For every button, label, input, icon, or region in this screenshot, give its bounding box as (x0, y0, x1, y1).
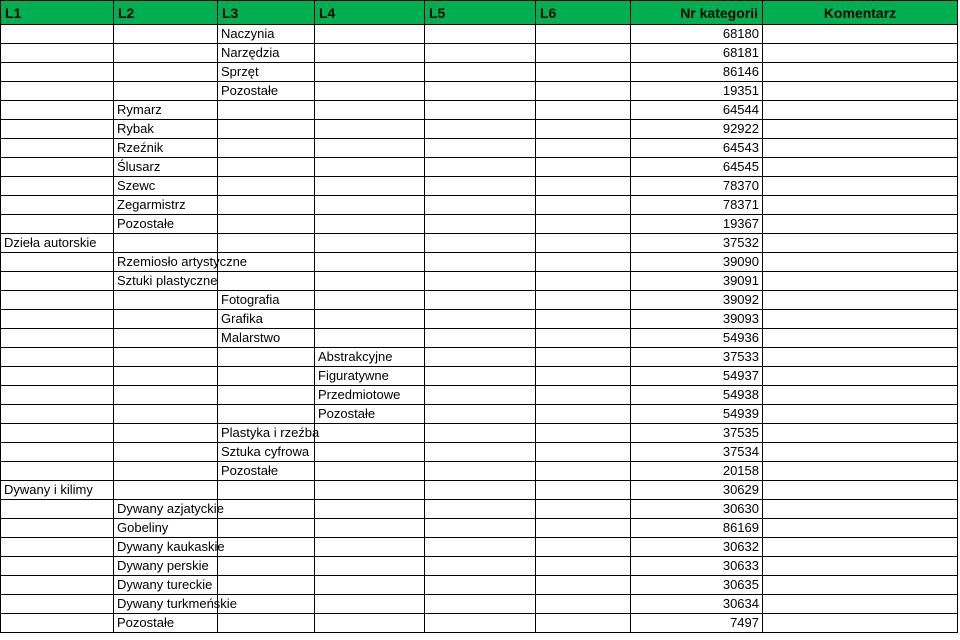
table-row (1, 310, 958, 329)
table-row (1, 25, 958, 44)
category-name-cell[interactable]: Ślusarz (114, 158, 218, 177)
cell-l6[interactable] (536, 253, 631, 272)
cell-l3[interactable] (218, 614, 315, 633)
table-row (1, 158, 958, 177)
cell-l6[interactable] (536, 405, 631, 424)
category-name-cell[interactable]: Abstrakcyjne (315, 348, 425, 367)
category-name-cell[interactable]: Narzędzia (218, 44, 315, 63)
cell-l3[interactable] (218, 101, 315, 120)
cell-l6[interactable] (536, 576, 631, 595)
category-number-cell[interactable]: 30629 (631, 481, 763, 500)
cell-l1[interactable] (1, 405, 114, 424)
category-name-cell[interactable]: Rybak (114, 120, 218, 139)
category-number-cell[interactable]: 39091 (631, 272, 763, 291)
cell-l3[interactable] (218, 367, 315, 386)
comment-cell[interactable] (763, 101, 958, 120)
cell-l6[interactable] (536, 614, 631, 633)
category-number-cell[interactable]: 39090 (631, 253, 763, 272)
cell-l2[interactable] (114, 25, 218, 44)
cell-l1[interactable] (1, 443, 114, 462)
cell-l1[interactable] (1, 196, 114, 215)
cell-l3[interactable] (218, 576, 315, 595)
cell-l5[interactable] (425, 538, 536, 557)
cell-l4[interactable] (315, 576, 425, 595)
cell-l4[interactable] (315, 44, 425, 63)
category-name-cell[interactable]: Figuratywne (315, 367, 425, 386)
comment-cell[interactable] (763, 519, 958, 538)
cell-l5[interactable] (425, 519, 536, 538)
table-row (1, 557, 958, 576)
cell-l4[interactable] (315, 158, 425, 177)
cell-l6[interactable] (536, 424, 631, 443)
cell-l4[interactable] (315, 291, 425, 310)
cell-l4[interactable] (315, 272, 425, 291)
category-name-cell[interactable]: Dywany i kilimy (1, 481, 114, 500)
cell-l6[interactable] (536, 215, 631, 234)
cell-l5[interactable] (425, 576, 536, 595)
category-number-cell[interactable]: 20158 (631, 462, 763, 481)
cell-l3[interactable] (218, 234, 315, 253)
category-number-cell[interactable]: 39093 (631, 310, 763, 329)
category-name-cell[interactable]: Sprzęt (218, 63, 315, 82)
category-name-cell[interactable]: Grafika (218, 310, 315, 329)
cell-l1[interactable] (1, 291, 114, 310)
category-name-cell[interactable]: Dywany azjatyckie (114, 500, 218, 519)
table-body (1, 25, 958, 633)
cell-l1[interactable] (1, 120, 114, 139)
comment-cell[interactable] (763, 500, 958, 519)
category-number-cell[interactable]: 54937 (631, 367, 763, 386)
comment-cell[interactable] (763, 310, 958, 329)
cell-l4[interactable] (315, 443, 425, 462)
header-l5[interactable]: L5 (425, 1, 536, 25)
cell-l6[interactable] (536, 158, 631, 177)
category-number-cell[interactable]: 30633 (631, 557, 763, 576)
cell-l4[interactable] (315, 595, 425, 614)
cell-l5[interactable] (425, 443, 536, 462)
category-number-cell[interactable]: 78370 (631, 177, 763, 196)
cell-l6[interactable] (536, 310, 631, 329)
cell-l1[interactable] (1, 82, 114, 101)
comment-cell[interactable] (763, 139, 958, 158)
cell-l2[interactable] (114, 291, 218, 310)
cell-l5[interactable] (425, 25, 536, 44)
cell-l3[interactable] (218, 139, 315, 158)
category-number-cell[interactable]: 30635 (631, 576, 763, 595)
comment-cell[interactable] (763, 614, 958, 633)
category-number-cell[interactable]: 64545 (631, 158, 763, 177)
category-number-cell[interactable]: 37535 (631, 424, 763, 443)
category-name-cell[interactable]: Sztuki plastyczne (114, 272, 218, 291)
category-name-cell[interactable]: Fotografia (218, 291, 315, 310)
comment-cell[interactable] (763, 44, 958, 63)
cell-l5[interactable] (425, 139, 536, 158)
cell-l4[interactable] (315, 196, 425, 215)
comment-cell[interactable] (763, 462, 958, 481)
cell-l5[interactable] (425, 329, 536, 348)
cell-l3[interactable] (218, 386, 315, 405)
cell-l5[interactable] (425, 234, 536, 253)
category-name-cell[interactable]: Gobeliny (114, 519, 218, 538)
comment-cell[interactable] (763, 367, 958, 386)
category-name-cell[interactable]: Naczynia (218, 25, 315, 44)
category-name-cell[interactable]: Dywany turkmeńskie (114, 595, 218, 614)
cell-l6[interactable] (536, 63, 631, 82)
cell-l6[interactable] (536, 519, 631, 538)
comment-cell[interactable] (763, 424, 958, 443)
cell-l1[interactable] (1, 462, 114, 481)
table-row (1, 576, 958, 595)
header-row (1, 1, 958, 25)
category-name-cell[interactable]: Malarstwo (218, 329, 315, 348)
category-number-cell[interactable]: 30632 (631, 538, 763, 557)
cell-l3[interactable] (218, 538, 315, 557)
cell-l6[interactable] (536, 348, 631, 367)
cell-l5[interactable] (425, 215, 536, 234)
category-number-cell[interactable]: 54936 (631, 329, 763, 348)
cell-l5[interactable] (425, 386, 536, 405)
cell-l6[interactable] (536, 386, 631, 405)
category-name-cell[interactable]: Dywany tureckie (114, 576, 218, 595)
cell-l6[interactable] (536, 272, 631, 291)
cell-l4[interactable] (315, 63, 425, 82)
category-number-cell[interactable]: 30634 (631, 595, 763, 614)
table-row (1, 120, 958, 139)
comment-cell[interactable] (763, 291, 958, 310)
cell-l2[interactable] (114, 82, 218, 101)
cell-l3[interactable] (218, 177, 315, 196)
cell-l5[interactable] (425, 595, 536, 614)
cell-l3[interactable] (218, 196, 315, 215)
comment-cell[interactable] (763, 538, 958, 557)
category-name-cell[interactable]: Pozostałe (114, 614, 218, 633)
cell-l4[interactable] (315, 310, 425, 329)
comment-cell[interactable] (763, 405, 958, 424)
table-row (1, 481, 958, 500)
table-row (1, 500, 958, 519)
table-row (1, 424, 958, 443)
cell-l5[interactable] (425, 82, 536, 101)
table-row (1, 177, 958, 196)
category-name-cell[interactable]: Rymarz (114, 101, 218, 120)
category-name-cell[interactable]: Zegarmistrz (114, 196, 218, 215)
cell-l5[interactable] (425, 63, 536, 82)
cell-l6[interactable] (536, 139, 631, 158)
table-row (1, 63, 958, 82)
cell-l5[interactable] (425, 120, 536, 139)
cell-l1[interactable] (1, 576, 114, 595)
cell-l6[interactable] (536, 101, 631, 120)
header-l2[interactable]: L2 (114, 1, 218, 25)
cell-l4[interactable] (315, 614, 425, 633)
cell-l1[interactable] (1, 595, 114, 614)
cell-l1[interactable] (1, 25, 114, 44)
comment-cell[interactable] (763, 557, 958, 576)
table-row (1, 462, 958, 481)
comment-cell[interactable] (763, 177, 958, 196)
comment-cell[interactable] (763, 25, 958, 44)
cell-l1[interactable] (1, 272, 114, 291)
cell-l2[interactable] (114, 424, 218, 443)
cell-l3[interactable] (218, 519, 315, 538)
cell-l4[interactable] (315, 329, 425, 348)
cell-l3[interactable] (218, 215, 315, 234)
cell-l2[interactable] (114, 367, 218, 386)
header-nr-kategorii[interactable]: Nr kategorii (631, 1, 763, 25)
cell-l4[interactable] (315, 538, 425, 557)
cell-l1[interactable] (1, 215, 114, 234)
cell-l5[interactable] (425, 272, 536, 291)
cell-l1[interactable] (1, 139, 114, 158)
category-number-cell[interactable]: 86146 (631, 63, 763, 82)
comment-cell[interactable] (763, 63, 958, 82)
cell-l4[interactable] (315, 481, 425, 500)
cell-l6[interactable] (536, 443, 631, 462)
cell-l4[interactable] (315, 557, 425, 576)
cell-l5[interactable] (425, 101, 536, 120)
cell-l5[interactable] (425, 310, 536, 329)
cell-l6[interactable] (536, 538, 631, 557)
table-row (1, 196, 958, 215)
cell-l6[interactable] (536, 177, 631, 196)
comment-cell[interactable] (763, 386, 958, 405)
table-row (1, 44, 958, 63)
cell-l6[interactable] (536, 44, 631, 63)
category-number-cell[interactable]: 37533 (631, 348, 763, 367)
category-name-cell[interactable]: Rzeźnik (114, 139, 218, 158)
cell-l2[interactable] (114, 63, 218, 82)
header-l4[interactable]: L4 (315, 1, 425, 25)
cell-l1[interactable] (1, 63, 114, 82)
cell-l6[interactable] (536, 120, 631, 139)
cell-l3[interactable] (218, 405, 315, 424)
table-row (1, 101, 958, 120)
cell-l1[interactable] (1, 253, 114, 272)
cell-l4[interactable] (315, 120, 425, 139)
table-row (1, 253, 958, 272)
cell-l3[interactable] (218, 158, 315, 177)
comment-cell[interactable] (763, 272, 958, 291)
cell-l4[interactable] (315, 177, 425, 196)
table-row (1, 595, 958, 614)
table-row (1, 329, 958, 348)
comment-cell[interactable] (763, 196, 958, 215)
table-row (1, 386, 958, 405)
table-row (1, 82, 958, 101)
table-row (1, 139, 958, 158)
table-row (1, 443, 958, 462)
cell-l5[interactable] (425, 614, 536, 633)
cell-l6[interactable] (536, 462, 631, 481)
cell-l4[interactable] (315, 215, 425, 234)
table-row (1, 272, 958, 291)
category-name-cell[interactable]: Pozostałe (315, 405, 425, 424)
comment-cell[interactable] (763, 234, 958, 253)
comment-cell[interactable] (763, 82, 958, 101)
cell-l5[interactable] (425, 500, 536, 519)
cell-l6[interactable] (536, 196, 631, 215)
cell-l4[interactable] (315, 462, 425, 481)
cell-l4[interactable] (315, 519, 425, 538)
cell-l1[interactable] (1, 519, 114, 538)
cell-l5[interactable] (425, 367, 536, 386)
cell-l1[interactable] (1, 424, 114, 443)
category-number-cell[interactable]: 37534 (631, 443, 763, 462)
header-l1[interactable]: L1 (1, 1, 114, 25)
comment-cell[interactable] (763, 595, 958, 614)
comment-cell[interactable] (763, 348, 958, 367)
cell-l1[interactable] (1, 348, 114, 367)
cell-l1[interactable] (1, 101, 114, 120)
header-l6[interactable]: L6 (536, 1, 631, 25)
cell-l4[interactable] (315, 25, 425, 44)
category-name-cell[interactable]: Rzemiosło artystyczne (114, 253, 218, 272)
cell-l3[interactable] (218, 481, 315, 500)
table-row (1, 538, 958, 557)
cell-l4[interactable] (315, 253, 425, 272)
cell-l2[interactable] (114, 44, 218, 63)
category-number-cell[interactable]: 64543 (631, 139, 763, 158)
cell-l6[interactable] (536, 291, 631, 310)
comment-cell[interactable] (763, 120, 958, 139)
header-komentarz[interactable]: Komentarz (763, 1, 958, 25)
category-name-cell[interactable]: Dywany kaukaskie (114, 538, 218, 557)
table-row (1, 234, 958, 253)
cell-l5[interactable] (425, 348, 536, 367)
category-name-cell[interactable]: Plastyka i rzeźba (218, 424, 315, 443)
category-number-cell[interactable]: 64544 (631, 101, 763, 120)
comment-cell[interactable] (763, 158, 958, 177)
category-number-cell[interactable]: 92922 (631, 120, 763, 139)
cell-l6[interactable] (536, 367, 631, 386)
cell-l5[interactable] (425, 481, 536, 500)
category-number-cell[interactable]: 19351 (631, 82, 763, 101)
category-number-cell[interactable]: 7497 (631, 614, 763, 633)
table-row (1, 614, 958, 633)
comment-cell[interactable] (763, 215, 958, 234)
header-l3[interactable]: L3 (218, 1, 315, 25)
comment-cell[interactable] (763, 253, 958, 272)
cell-l5[interactable] (425, 44, 536, 63)
cell-l3[interactable] (218, 500, 315, 519)
cell-l2[interactable] (114, 329, 218, 348)
category-name-cell[interactable]: Dywany perskie (114, 557, 218, 576)
category-name-cell[interactable]: Sztuka cyfrowa (218, 443, 315, 462)
cell-l2[interactable] (114, 386, 218, 405)
cell-l6[interactable] (536, 329, 631, 348)
cell-l2[interactable] (114, 443, 218, 462)
comment-cell[interactable] (763, 576, 958, 595)
cell-l2[interactable] (114, 310, 218, 329)
cell-l1[interactable] (1, 177, 114, 196)
category-number-cell[interactable]: 78371 (631, 196, 763, 215)
cell-l4[interactable] (315, 101, 425, 120)
cell-l6[interactable] (536, 595, 631, 614)
category-number-cell[interactable]: 19367 (631, 215, 763, 234)
category-number-cell[interactable]: 68180 (631, 25, 763, 44)
cell-l4[interactable] (315, 424, 425, 443)
comment-cell[interactable] (763, 481, 958, 500)
cell-l5[interactable] (425, 462, 536, 481)
cell-l3[interactable] (218, 272, 315, 291)
cell-l5[interactable] (425, 291, 536, 310)
cell-l4[interactable] (315, 500, 425, 519)
table-row (1, 348, 958, 367)
category-number-cell[interactable]: 39092 (631, 291, 763, 310)
category-number-cell[interactable]: 30630 (631, 500, 763, 519)
cell-l6[interactable] (536, 557, 631, 576)
category-name-cell[interactable]: Pozostałe (218, 462, 315, 481)
cell-l6[interactable] (536, 25, 631, 44)
cell-l4[interactable] (315, 82, 425, 101)
category-number-cell[interactable]: 54939 (631, 405, 763, 424)
cell-l3[interactable] (218, 120, 315, 139)
cell-l2[interactable] (114, 234, 218, 253)
cell-l5[interactable] (425, 158, 536, 177)
cell-l2[interactable] (114, 348, 218, 367)
category-name-cell[interactable]: Pozostałe (218, 82, 315, 101)
cell-l2[interactable] (114, 462, 218, 481)
cell-l5[interactable] (425, 557, 536, 576)
cell-l2[interactable] (114, 405, 218, 424)
table-row (1, 367, 958, 386)
table-row (1, 215, 958, 234)
comment-cell[interactable] (763, 329, 958, 348)
cell-l3[interactable] (218, 557, 315, 576)
cell-l5[interactable] (425, 253, 536, 272)
cell-l5[interactable] (425, 424, 536, 443)
category-number-cell[interactable]: 54938 (631, 386, 763, 405)
cell-l2[interactable] (114, 481, 218, 500)
cell-l5[interactable] (425, 196, 536, 215)
cell-l4[interactable] (315, 139, 425, 158)
cell-l1[interactable] (1, 329, 114, 348)
cell-l6[interactable] (536, 500, 631, 519)
cell-l3[interactable] (218, 348, 315, 367)
cell-l6[interactable] (536, 234, 631, 253)
cell-l5[interactable] (425, 177, 536, 196)
cell-l1[interactable] (1, 158, 114, 177)
category-number-cell[interactable]: 68181 (631, 44, 763, 63)
cell-l4[interactable] (315, 234, 425, 253)
category-name-cell[interactable]: Dzieła autorskie (1, 234, 114, 253)
cell-l6[interactable] (536, 82, 631, 101)
category-name-cell[interactable]: Pozostałe (114, 215, 218, 234)
category-number-cell[interactable]: 86169 (631, 519, 763, 538)
cell-l1[interactable] (1, 614, 114, 633)
cell-l1[interactable] (1, 367, 114, 386)
table-row (1, 405, 958, 424)
cell-l1[interactable] (1, 44, 114, 63)
table-row (1, 291, 958, 310)
cell-l1[interactable] (1, 538, 114, 557)
table-row (1, 519, 958, 538)
category-name-cell[interactable]: Szewc (114, 177, 218, 196)
cell-l1[interactable] (1, 386, 114, 405)
comment-cell[interactable] (763, 443, 958, 462)
category-name-cell[interactable]: Przedmiotowe (315, 386, 425, 405)
cell-l1[interactable] (1, 557, 114, 576)
cell-l6[interactable] (536, 481, 631, 500)
cell-l5[interactable] (425, 405, 536, 424)
cell-l1[interactable] (1, 500, 114, 519)
category-number-cell[interactable]: 37532 (631, 234, 763, 253)
cell-l1[interactable] (1, 310, 114, 329)
